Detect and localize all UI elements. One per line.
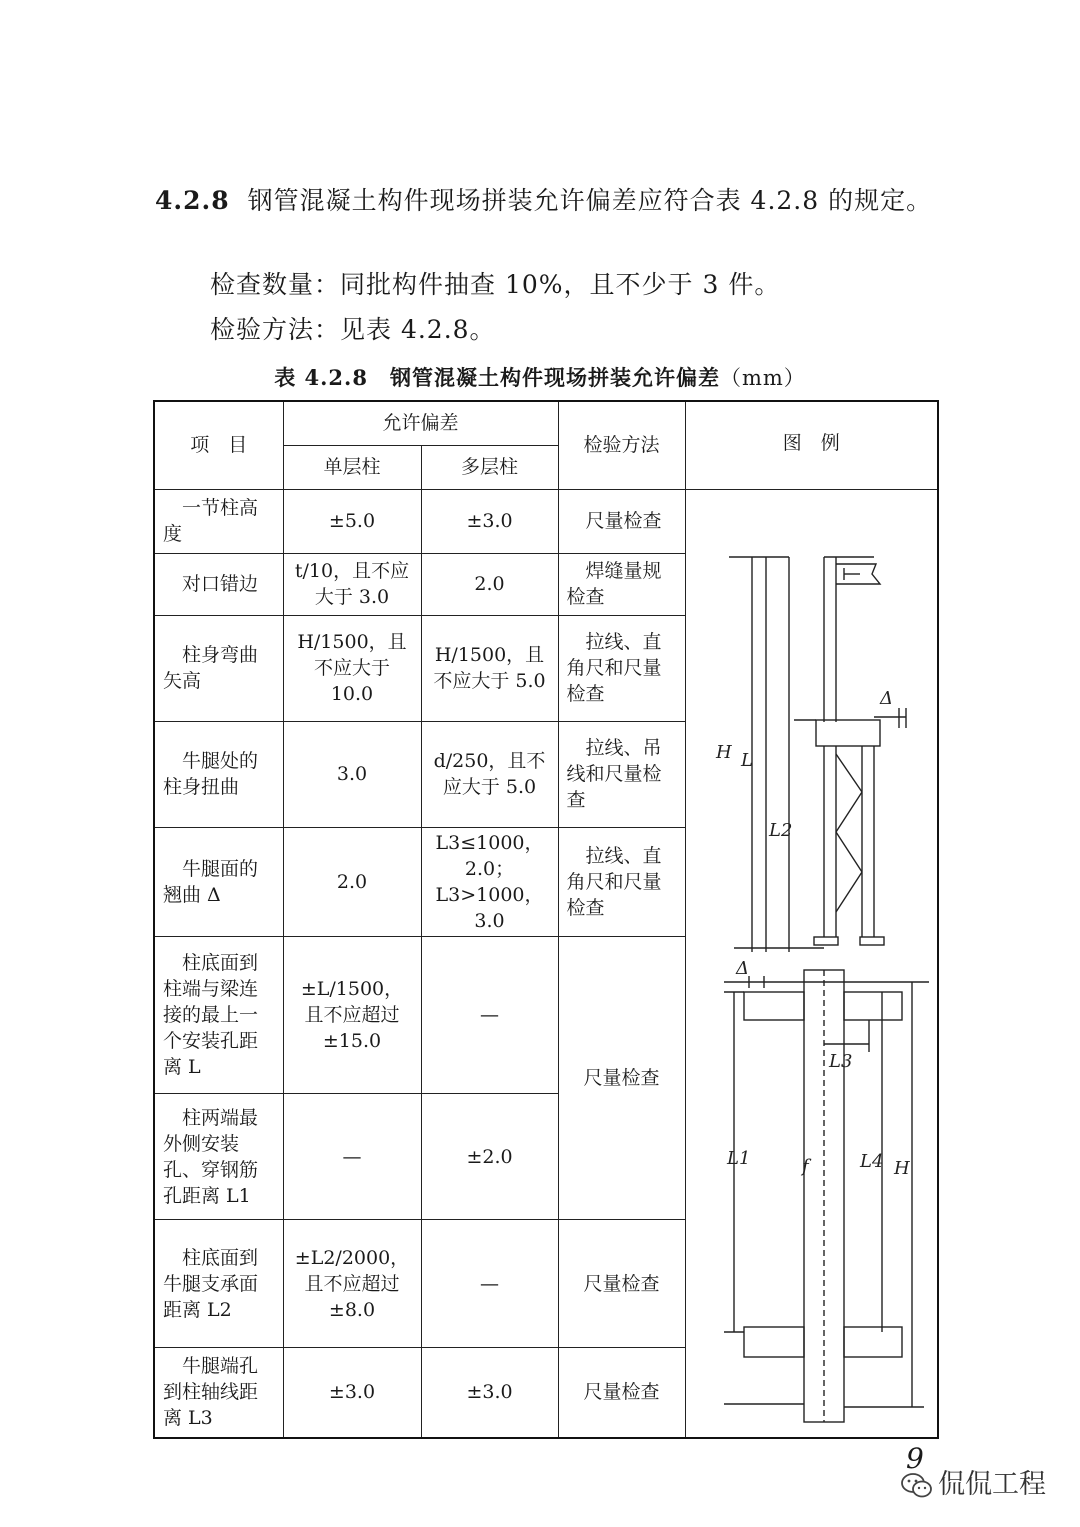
figure-label-L3: L3 [828, 1050, 852, 1072]
row-method: 拉线、直角尺和尺量检查 [558, 615, 685, 721]
tolerance-table [153, 400, 939, 1439]
header-figure: 图 例 [685, 401, 938, 489]
figure-cell [685, 489, 938, 1438]
watermark [900, 1462, 1046, 1501]
row-multi: — [421, 1220, 558, 1348]
row-single: ±L2/2000，且不应超过 ±8.0 [283, 1220, 421, 1348]
watermark-text: 侃侃工程 [938, 1469, 1046, 1500]
figure-label-H-bottom: H [893, 1157, 910, 1179]
row-item: 柱底面到柱端与梁连接的最上一个安装孔距离 L [154, 936, 283, 1094]
row-method: 尺量检查 [558, 489, 685, 553]
row-method: 尺量检查 [558, 936, 685, 1220]
row-item: 对口错边 [154, 553, 283, 615]
figure-label-delta-bottom: Δ [735, 957, 749, 979]
row-single: ±3.0 [283, 1348, 421, 1438]
row-single: ±5.0 [283, 489, 421, 553]
header-multi: 多层柱 [421, 445, 558, 489]
header-single: 单层柱 [283, 445, 421, 489]
check-quantity: 检查数量：同批构件抽查 10%，且不少于 3 件。 [210, 270, 781, 299]
row-multi: ±3.0 [421, 489, 558, 553]
row-multi: d/250，且不应大于 5.0 [421, 721, 558, 827]
row-item: 柱两端最外侧安装孔、穿钢筋孔距离 L1 [154, 1094, 283, 1220]
clause-paragraph [155, 178, 955, 224]
row-single: H/1500，且不应大于 10.0 [283, 615, 421, 721]
header-item: 项 目 [154, 401, 283, 489]
row-method: 拉线、吊线和尺量检查 [558, 721, 685, 827]
row-single: t/10，且不应大于 3.0 [283, 553, 421, 615]
clause-number: 4.2.8 [155, 186, 230, 215]
row-single: 2.0 [283, 827, 421, 936]
header-tolerance: 允许偏差 [283, 401, 558, 445]
wechat-icon [900, 1471, 934, 1501]
row-multi: H/1500，且不应大于 5.0 [421, 615, 558, 721]
figure-label-delta: Δ [879, 687, 893, 709]
row-item: 柱身弯曲矢高 [154, 615, 283, 721]
row-item: 牛腿端孔到柱轴线距离 L3 [154, 1348, 283, 1438]
figure-label-L: L [740, 749, 753, 771]
table-caption [0, 362, 1080, 392]
row-method: 拉线、直角尺和尺量检查 [558, 827, 685, 936]
row-multi: ±3.0 [421, 1348, 558, 1438]
row-single: ±L/1500，且不应超过 ±15.0 [283, 936, 421, 1094]
figure-label-L4: L4 [859, 1150, 883, 1172]
table-caption-text: 表 4.2.8 钢管混凝土构件现场拼装允许偏差 [274, 365, 720, 390]
row-method: 焊缝量规检查 [558, 553, 685, 615]
row-item: 牛腿处的柱身扭曲 [154, 721, 283, 827]
row-item: 柱底面到牛腿支承面距离 L2 [154, 1220, 283, 1348]
row-method: 尺量检查 [558, 1348, 685, 1438]
row-item: 一节柱高度 [154, 489, 283, 553]
page-number: 9 [906, 1442, 924, 1475]
row-method: 尺量检查 [558, 1220, 685, 1348]
row-item: 牛腿面的翘曲 Δ [154, 827, 283, 936]
header-method: 检验方法 [558, 401, 685, 489]
figure-label-L1: L1 [726, 1147, 750, 1169]
row-single: — [283, 1094, 421, 1220]
row-single: 3.0 [283, 721, 421, 827]
row-multi: L3≤1000，2.0；L3>1000，3.0 [421, 827, 558, 936]
figure-label-H: H [715, 741, 732, 763]
check-method: 检验方法：见表 4.2.8。 [210, 315, 496, 344]
table-unit: （mm） [719, 366, 806, 390]
clause-text: 钢管混凝土构件现场拼装允许偏差应符合表 4.2.8 的规定。 [247, 186, 933, 215]
row-multi: 2.0 [421, 553, 558, 615]
row-multi: ±2.0 [421, 1094, 558, 1220]
figure-label-L2: L2 [768, 819, 792, 841]
row-multi: — [421, 936, 558, 1094]
table-row [154, 489, 938, 553]
column-diagram [694, 492, 945, 1428]
figure-label-f: f [801, 1155, 809, 1177]
